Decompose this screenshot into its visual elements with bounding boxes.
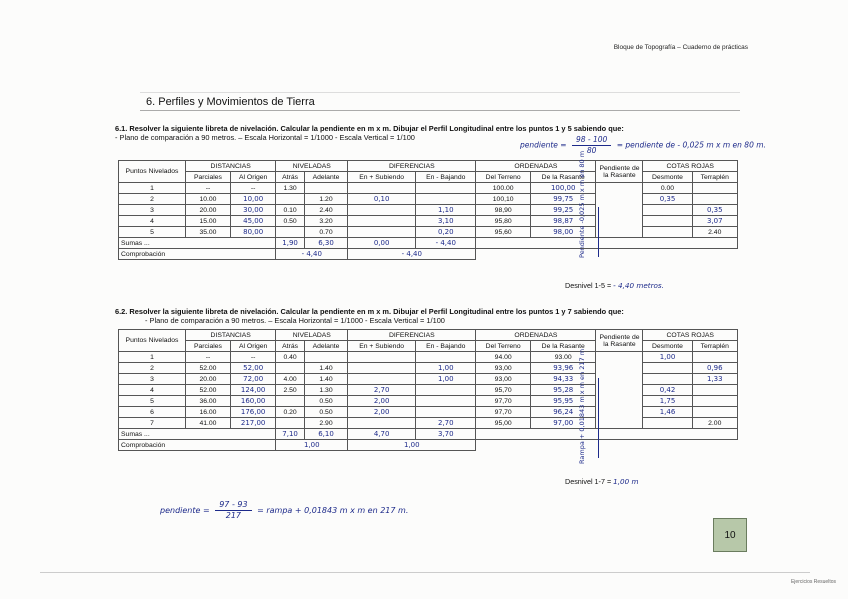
cell-atr [276, 227, 304, 238]
cell-mas [348, 352, 416, 363]
problem-6-2-text: 6.2. Resolver la siguiente libreta de nivelación. Calcular la pendiente en m x m. Dibujar el Perfil Longitudinal entre los puntos 1 y 7 sabiendo que: [115, 307, 624, 316]
th-de-la-rasante: De la Rasante [530, 172, 596, 183]
bottom-num: 97 - 93 [215, 500, 251, 511]
th-terraplen: Terraplén [692, 172, 738, 183]
problem-6-1-escalas: – Escala Horizontal = 1/1000 - Escala Vertical = 1/100 [238, 133, 415, 142]
cell-men: 1,00 [416, 374, 476, 385]
arrow-6-2 [598, 378, 599, 458]
problem-6-2-statement [115, 307, 755, 325]
table-row [119, 385, 738, 396]
cell-par: 36.00 [186, 396, 231, 407]
cell-ade: 3.20 [304, 216, 347, 227]
comprobacion-cell: Comprobación [119, 440, 276, 451]
cell-ade: 2.90 [304, 418, 347, 429]
cell-des: 0.00 [643, 183, 692, 194]
desnivel-6-2-label: Desnivel 1-7 = [565, 477, 612, 486]
comprobacion-row [119, 440, 738, 451]
hand-num: 98 - 100 [572, 135, 611, 146]
cell-ras: 94,33 [530, 374, 596, 385]
cell-par: 52.00 [186, 363, 231, 374]
th2-terraplen: Terraplén [692, 341, 738, 352]
cell-men: 0,20 [416, 227, 476, 238]
cell-ras: 97,00 [530, 418, 596, 429]
cell-atr: 4.00 [276, 374, 304, 385]
cell-des: 0,35 [643, 194, 692, 205]
th-en-menos: En - Bajando [416, 172, 476, 183]
th2-atras: Atrás [276, 341, 304, 352]
section-title: 6. Perfiles y Movimientos de Tierra [140, 92, 740, 111]
footer-text: Ejercicios Resueltos [790, 579, 836, 585]
cell-mas: 2,00 [348, 407, 416, 418]
cell-tpl: 3,07 [692, 216, 738, 227]
cell-ras: 93,96 [530, 363, 596, 374]
cell-men: 2,70 [416, 418, 476, 429]
page-number-box: 10 [713, 518, 747, 552]
cell-des [643, 363, 692, 374]
cell-tpl [692, 396, 738, 407]
comprobacion-row [119, 249, 738, 260]
cell-ori: 160,00 [230, 396, 275, 407]
problem-6-2-plano: - Plano de comparación a 90 metros. [145, 316, 267, 325]
bottom-pendiente-note [160, 500, 408, 521]
desnivel-6-1-label: Desnivel 1-5 = [565, 281, 612, 290]
cell-men: 3,10 [416, 216, 476, 227]
th-diferencias: DIFERENCIAS [348, 161, 476, 172]
table-row [119, 352, 738, 363]
sumas-cell: 3,70 [416, 429, 476, 440]
cell-ade: 0.50 [304, 407, 347, 418]
hand-pendiente-label: pendiente = [520, 140, 567, 150]
th-distancias: DISTANCIAS [186, 161, 276, 172]
table-row [119, 205, 738, 216]
th2-parciales: Parciales [186, 341, 231, 352]
cell-p: 5 [119, 227, 186, 238]
cell-ras: 98,87 [530, 216, 596, 227]
cell-mas [348, 216, 416, 227]
cell-ori: 124,00 [230, 385, 275, 396]
hand-den: 80 [586, 146, 597, 155]
cell-mas [348, 183, 416, 194]
cell-atr: 1.30 [276, 183, 304, 194]
cell-ori: -- [230, 183, 275, 194]
problem-6-1-text: 6.1. Resolver la siguiente libreta de nivelación. Calcular la pendiente en m x m. Dibujar el Perfil Longitudinal entre los puntos 1 y 5 sabiendo que: [115, 124, 624, 133]
cell-des [643, 227, 692, 238]
cell-ori: 217,00 [230, 418, 275, 429]
th-al-origen: Al Origen [230, 172, 275, 183]
cell-par: 16.00 [186, 407, 231, 418]
table-row [119, 418, 738, 429]
cell-p: 2 [119, 363, 186, 374]
th2-distancias: DISTANCIAS [186, 330, 276, 341]
cell-atr: 0.10 [276, 205, 304, 216]
cell-mas [348, 418, 416, 429]
cell-mas: 2,70 [348, 385, 416, 396]
cell-p: 4 [119, 385, 186, 396]
cell-ter: 98,90 [476, 205, 531, 216]
cell-des: 1,46 [643, 407, 692, 418]
cell-p: 1 [119, 352, 186, 363]
cell-atr: 0.40 [276, 352, 304, 363]
th2-ordenadas: ORDENADAS [476, 330, 596, 341]
table-6-1 [118, 160, 738, 260]
th2-adelante: Adelante [304, 341, 347, 352]
vertical-note-6-1: Pendiente -0,025 m x m en 80 m [578, 150, 586, 258]
cell-ter: 95,70 [476, 385, 531, 396]
cell-ras: 96,24 [530, 407, 596, 418]
cell-par: 52.00 [186, 385, 231, 396]
cell-tpl [692, 385, 738, 396]
cell-des: 0,42 [643, 385, 692, 396]
problem-6-2-escalas: – Escala Horizontal = 1/1000 - Escala Vertical = 1/100 [268, 316, 445, 325]
running-header: Bloque de Topografía – Cuaderno de prácticas [613, 44, 748, 51]
comprobacion-cell: 1,00 [348, 440, 476, 451]
table-6-2 [118, 329, 738, 451]
table-row [119, 227, 738, 238]
cell-atr: 0.20 [276, 407, 304, 418]
sumas-cell: - 4,40 [416, 238, 476, 249]
cell-ade: 1.30 [304, 385, 347, 396]
desnivel-6-2-value: 1,00 m [613, 477, 639, 486]
cell-mas: 2,00 [348, 396, 416, 407]
comprobacion-cell: 1,00 [276, 440, 348, 451]
comprobacion-cell [476, 440, 738, 451]
th2-de-la-rasante: De la Rasante [530, 341, 596, 352]
cell-men [416, 407, 476, 418]
cell-men [416, 385, 476, 396]
th-adelante: Adelante [304, 172, 347, 183]
bottom-den: 217 [225, 511, 242, 520]
cell-ade [304, 352, 347, 363]
cell-p: 7 [119, 418, 186, 429]
hand-result: = pendiente de - 0,025 m x m en 80 m. [616, 140, 766, 150]
cell-atr [276, 194, 304, 205]
cell-tpl: 0,35 [692, 205, 738, 216]
comprobacion-cell: - 4,40 [276, 249, 348, 260]
cell-men [416, 352, 476, 363]
desnivel-6-1 [565, 281, 664, 290]
sumas-cell: Sumas ... [119, 238, 276, 249]
cell-ori: 45,00 [230, 216, 275, 227]
th2-puntos: Puntos Nivelados [119, 330, 186, 352]
cell-tpl: 2.40 [692, 227, 738, 238]
cell-p: 2 [119, 194, 186, 205]
th2-pendiente: Pendiente de la Rasante [596, 330, 643, 352]
vertical-note-6-2: Rampa + 0,01843 m x m en 217 m [578, 348, 586, 464]
table-row [119, 407, 738, 418]
th2-cotas: COTAS ROJAS [643, 330, 738, 341]
sumas-cell: 1,90 [276, 238, 304, 249]
bottom-result: = rampa + 0,01843 m x m en 217 m. [257, 506, 409, 515]
handwritten-pendiente-6-1 [520, 135, 766, 156]
th-del-terreno: Del Terreno [476, 172, 531, 183]
cell-ter: 100.00 [476, 183, 531, 194]
th2-al-origen: Al Origen [230, 341, 275, 352]
cell-ter: 95,80 [476, 216, 531, 227]
th-niveladas: NIVELADAS [276, 161, 348, 172]
cell-par: -- [186, 352, 231, 363]
cell-ade: 2.40 [304, 205, 347, 216]
sumas-cell: 0,00 [348, 238, 416, 249]
cell-p: 1 [119, 183, 186, 194]
cell-des [643, 205, 692, 216]
table-row [119, 194, 738, 205]
cell-ori: 52,00 [230, 363, 275, 374]
cell-ade: 0.50 [304, 396, 347, 407]
comprobacion-cell: Comprobación [119, 249, 276, 260]
table-row [119, 183, 738, 194]
cell-ori: 30,00 [230, 205, 275, 216]
table-6-2-body [119, 352, 738, 451]
th2-en-menos: En - Bajando [416, 341, 476, 352]
th-desmonte: Desmonte [643, 172, 692, 183]
cell-des [643, 216, 692, 227]
comprobacion-cell: - 4,40 [348, 249, 476, 260]
cell-p: 6 [119, 407, 186, 418]
cell-men [416, 194, 476, 205]
cell-des: 1,75 [643, 396, 692, 407]
cell-ras: 100,00 [530, 183, 596, 194]
cell-ter: 93,00 [476, 374, 531, 385]
cell-atr: 2.50 [276, 385, 304, 396]
th2-del-terreno: Del Terreno [476, 341, 531, 352]
cell-ras: 98,00 [530, 227, 596, 238]
th-puntos: Puntos Nivelados [119, 161, 186, 183]
problem-6-1-plano: - Plano de comparación a 90 metros. [115, 133, 237, 142]
th-parciales: Parciales [186, 172, 231, 183]
cell-mas [348, 205, 416, 216]
pendiente-cell [596, 352, 643, 429]
th2-diferencias: DIFERENCIAS [348, 330, 476, 341]
cell-p: 4 [119, 216, 186, 227]
th2-niveladas: NIVELADAS [276, 330, 348, 341]
sumas-cell: Sumas ... [119, 429, 276, 440]
table-row [119, 396, 738, 407]
cell-par: 41.00 [186, 418, 231, 429]
cell-tpl: 1,33 [692, 374, 738, 385]
arrow-6-1 [598, 207, 599, 257]
cell-par: 20.00 [186, 205, 231, 216]
cell-par: 20.00 [186, 374, 231, 385]
desnivel-6-1-value: - 4,40 metros. [613, 281, 664, 290]
sumas-cell [476, 238, 738, 249]
sumas-cell [476, 429, 738, 440]
th-en-mas: En + Subiendo [348, 172, 416, 183]
cell-ori: 176,00 [230, 407, 275, 418]
cell-tpl [692, 183, 738, 194]
cell-men: 1,10 [416, 205, 476, 216]
sumas-cell: 4,70 [348, 429, 416, 440]
bottom-fraction [215, 500, 251, 521]
cell-ras: 95,95 [530, 396, 596, 407]
th-pendiente: Pendiente de la Rasante [596, 161, 643, 183]
desnivel-6-2 [565, 477, 638, 486]
cell-tpl: 0,96 [692, 363, 738, 374]
cell-ter: 94.00 [476, 352, 531, 363]
cell-men [416, 396, 476, 407]
cell-ter: 95,00 [476, 418, 531, 429]
cell-ras: 99,75 [530, 194, 596, 205]
table-row [119, 363, 738, 374]
cell-atr [276, 363, 304, 374]
pendiente-cell [596, 183, 643, 238]
table-6-1-body [119, 183, 738, 260]
cell-ade [304, 183, 347, 194]
th2-en-mas: En + Subiendo [348, 341, 416, 352]
sumas-row [119, 238, 738, 249]
cell-des [643, 374, 692, 385]
cell-par: 10.00 [186, 194, 231, 205]
cell-ter: 95,60 [476, 227, 531, 238]
cell-ter: 97,70 [476, 396, 531, 407]
sumas-cell: 7,10 [276, 429, 304, 440]
cell-atr [276, 418, 304, 429]
cell-ade: 1.40 [304, 363, 347, 374]
cell-par: 15.00 [186, 216, 231, 227]
cell-ori: 80,00 [230, 227, 275, 238]
cell-ori: 10,00 [230, 194, 275, 205]
cell-mas [348, 227, 416, 238]
cell-ori: 72,00 [230, 374, 275, 385]
sumas-cell: 6,30 [304, 238, 347, 249]
cell-des: 1,00 [643, 352, 692, 363]
cell-men: 1,00 [416, 363, 476, 374]
cell-mas: 0,10 [348, 194, 416, 205]
comprobacion-cell [476, 249, 738, 260]
table-row [119, 374, 738, 385]
cell-atr [276, 396, 304, 407]
footer-rule [40, 572, 810, 573]
cell-ter: 93,00 [476, 363, 531, 374]
cell-tpl [692, 194, 738, 205]
cell-ori: -- [230, 352, 275, 363]
cell-par: 35.00 [186, 227, 231, 238]
cell-ade: 0.70 [304, 227, 347, 238]
th-cotas: COTAS ROJAS [643, 161, 738, 172]
cell-des [643, 418, 692, 429]
cell-tpl: 2.00 [692, 418, 738, 429]
cell-ade: 1.20 [304, 194, 347, 205]
cell-par: -- [186, 183, 231, 194]
cell-p: 5 [119, 396, 186, 407]
cell-ade: 1.40 [304, 374, 347, 385]
th-atras: Atrás [276, 172, 304, 183]
th2-desmonte: Desmonte [643, 341, 692, 352]
cell-mas [348, 374, 416, 385]
cell-ter: 97,70 [476, 407, 531, 418]
table-row [119, 216, 738, 227]
cell-p: 3 [119, 205, 186, 216]
cell-tpl [692, 352, 738, 363]
cell-ras: 99,25 [530, 205, 596, 216]
sumas-cell: 6,10 [304, 429, 347, 440]
cell-men [416, 183, 476, 194]
bottom-pendiente-label: pendiente = [160, 506, 210, 515]
th-ordenadas: ORDENADAS [476, 161, 596, 172]
cell-atr: 0.50 [276, 216, 304, 227]
sumas-row [119, 429, 738, 440]
cell-p: 3 [119, 374, 186, 385]
cell-ras: 95,28 [530, 385, 596, 396]
cell-ras: 93.00 [530, 352, 596, 363]
cell-ter: 100,10 [476, 194, 531, 205]
cell-tpl [692, 407, 738, 418]
cell-mas [348, 363, 416, 374]
